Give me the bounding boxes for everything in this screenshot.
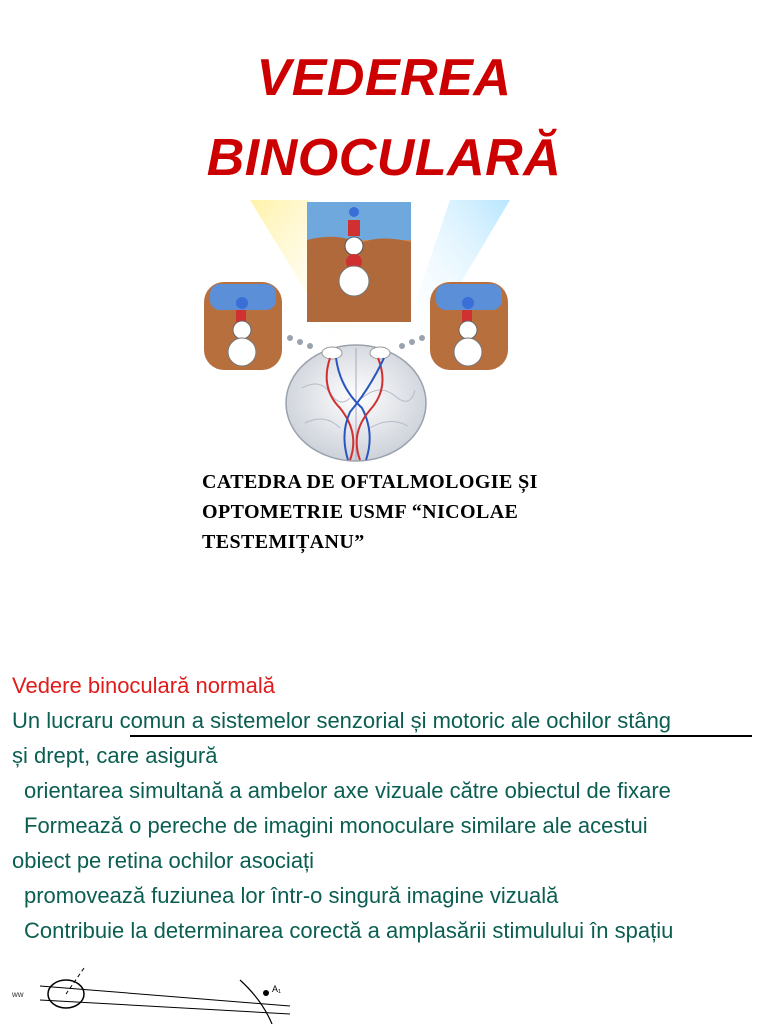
watermark-text: ww (12, 990, 24, 999)
department-name (202, 467, 662, 557)
title-line-1: VEDEREA (256, 49, 512, 107)
department-line-2: OPTOMETRIE USMF “NICOLAE (202, 501, 519, 523)
left-monocular-image (204, 282, 282, 370)
binocular-vision-illustration (190, 198, 570, 468)
content-line: Formează o pereche de imagini monoculare similare ale acestui (24, 813, 648, 838)
right-monocular-image (430, 282, 508, 370)
content-line: Contribuie la determinarea corectă a amplasării stimulului în spațiu (24, 918, 674, 943)
content-block (12, 668, 762, 948)
department-line-3: TESTEMIȚANU” (202, 531, 365, 553)
brain-icon (286, 345, 426, 461)
content-line: și drept, care asigură (12, 743, 218, 768)
department-line-1: CATEDRA DE OFTALMOLOGIE ȘI (202, 471, 538, 493)
title-line-2: BINOCULARĂ (206, 129, 562, 187)
underline-rule (130, 735, 752, 737)
eye-geometry-diagram (0, 960, 300, 1024)
content-line: orientarea simultană a ambelor axe vizuale către obiectul de fixare (24, 778, 671, 803)
content-heading: Vedere binoculară normală (12, 673, 275, 698)
content-line: promovează fuziunea lor într-o singură imagine vizuală (24, 883, 559, 908)
label-a1: A₁ (272, 984, 282, 994)
content-line: obiect pe retina ochilor asociați (12, 848, 315, 873)
central-fused-image (307, 202, 411, 322)
content-line: Un lucraru comun a sistemelor senzorial și motoric ale ochilor stâng (12, 708, 672, 733)
